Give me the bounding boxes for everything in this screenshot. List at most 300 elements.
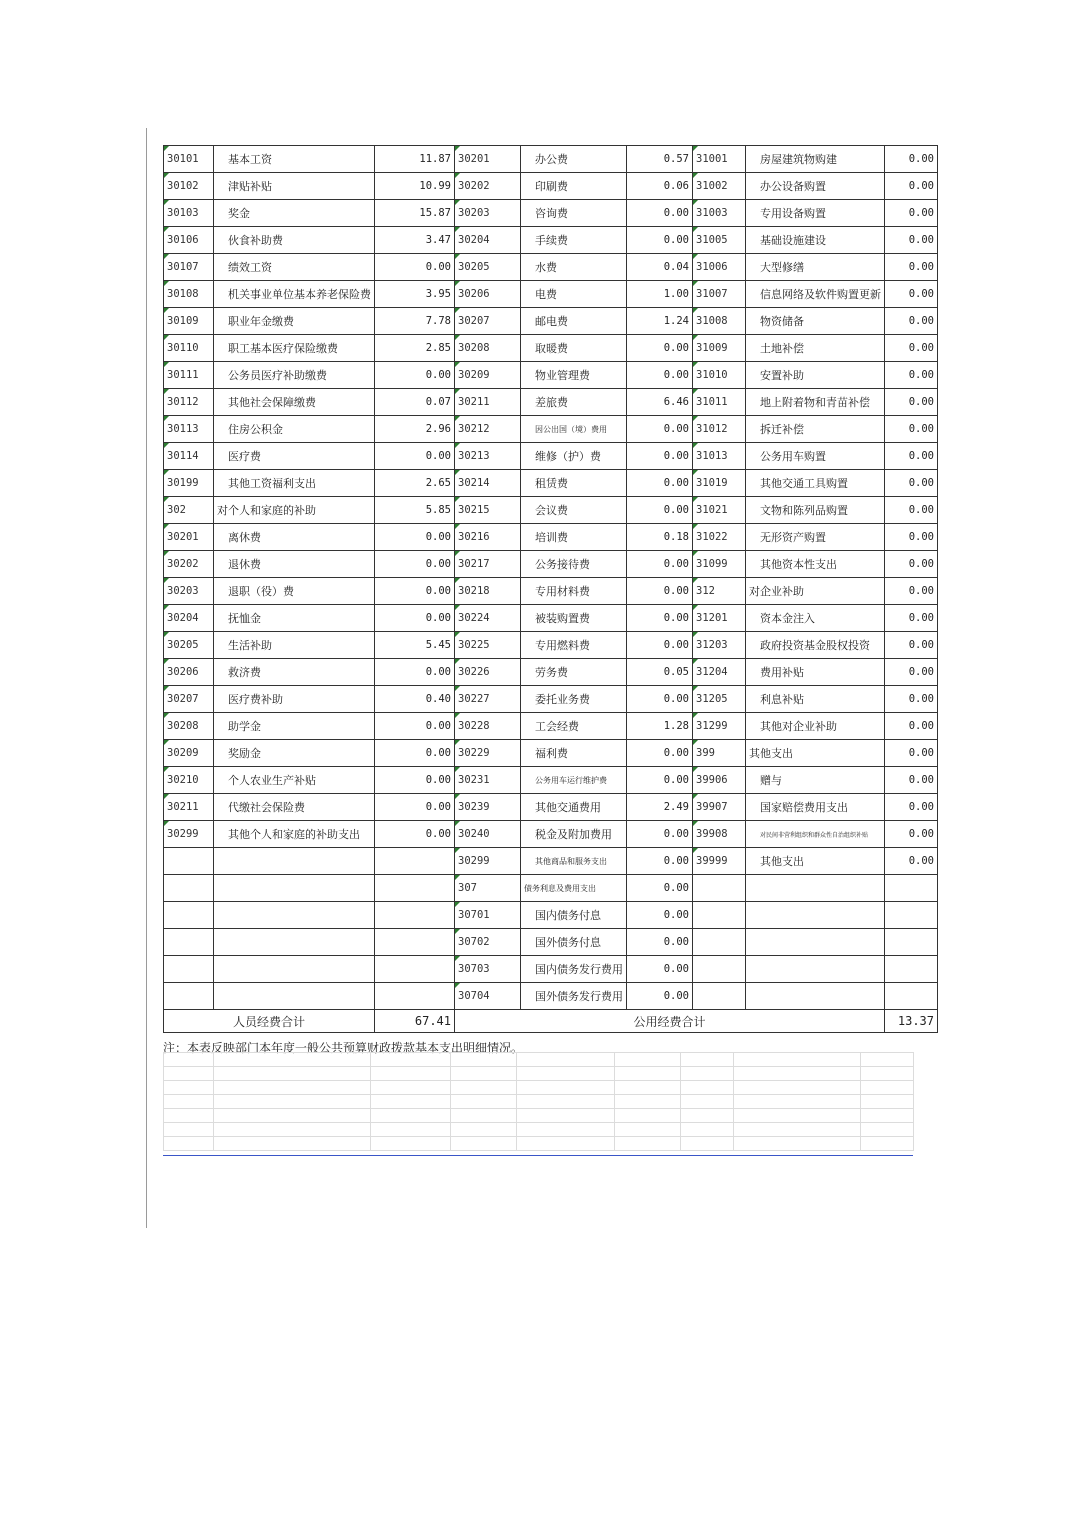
amount-cell: 0.00 bbox=[885, 524, 938, 551]
amount-cell bbox=[375, 956, 455, 983]
amount-cell: 7.78 bbox=[375, 308, 455, 335]
item-name-cell bbox=[746, 956, 885, 983]
amount-cell: 0.00 bbox=[627, 335, 693, 362]
empty-grid-cell bbox=[517, 1123, 615, 1137]
econ-code-cell: 30208 bbox=[164, 713, 214, 740]
amount-cell: 0.00 bbox=[885, 767, 938, 794]
table-row bbox=[164, 578, 938, 605]
item-name-cell bbox=[746, 983, 885, 1010]
item-name-cell: 代缴社会保险费 bbox=[214, 794, 375, 821]
econ-code-cell: 30226 bbox=[455, 659, 521, 686]
table-row bbox=[164, 173, 938, 200]
item-name-cell bbox=[214, 929, 375, 956]
item-name-cell: 其他交通费用 bbox=[521, 794, 627, 821]
page-margin-rule bbox=[146, 128, 147, 1228]
amount-cell: 0.00 bbox=[375, 740, 455, 767]
item-name-cell: 租赁费 bbox=[521, 470, 627, 497]
amount-cell: 11.87 bbox=[375, 146, 455, 173]
item-name-cell: 专用设备购置 bbox=[746, 200, 885, 227]
amount-cell bbox=[885, 983, 938, 1010]
item-name-cell: 被装购置费 bbox=[521, 605, 627, 632]
amount-cell: 0.00 bbox=[375, 659, 455, 686]
econ-code-cell: 30109 bbox=[164, 308, 214, 335]
econ-code-cell: 30217 bbox=[455, 551, 521, 578]
table-row bbox=[164, 713, 938, 740]
econ-code-cell: 39906 bbox=[693, 767, 746, 794]
item-name-cell: 专用材料费 bbox=[521, 578, 627, 605]
item-name-cell: 对民间非营利组织和群众性自治组织补贴 bbox=[746, 821, 885, 848]
amount-cell: 0.00 bbox=[885, 443, 938, 470]
table-row bbox=[164, 335, 938, 362]
item-name-cell bbox=[214, 875, 375, 902]
item-name-cell: 公务接待费 bbox=[521, 551, 627, 578]
amount-cell bbox=[375, 983, 455, 1010]
empty-grid-row bbox=[164, 1137, 914, 1151]
amount-cell: 0.00 bbox=[375, 794, 455, 821]
empty-grid-cell bbox=[214, 1067, 371, 1081]
item-name-cell: 大型修缮 bbox=[746, 254, 885, 281]
econ-code-cell: 30211 bbox=[455, 389, 521, 416]
econ-code-cell: 30209 bbox=[164, 740, 214, 767]
amount-cell: 2.96 bbox=[375, 416, 455, 443]
econ-code-cell: 30228 bbox=[455, 713, 521, 740]
item-name-cell: 其他社会保障缴费 bbox=[214, 389, 375, 416]
item-name-cell: 基础设施建设 bbox=[746, 227, 885, 254]
econ-code-cell: 31204 bbox=[693, 659, 746, 686]
econ-code-cell: 30202 bbox=[164, 551, 214, 578]
item-name-cell: 津贴补贴 bbox=[214, 173, 375, 200]
empty-grid-cell bbox=[615, 1053, 681, 1067]
amount-cell: 0.00 bbox=[885, 308, 938, 335]
table-row bbox=[164, 983, 938, 1010]
econ-code-cell bbox=[164, 875, 214, 902]
item-name-cell: 物业管理费 bbox=[521, 362, 627, 389]
econ-code-cell: 31007 bbox=[693, 281, 746, 308]
item-name-cell bbox=[746, 929, 885, 956]
amount-cell: 0.00 bbox=[627, 443, 693, 470]
empty-grid-cell bbox=[734, 1081, 861, 1095]
empty-grid-cell bbox=[164, 1053, 214, 1067]
empty-grid-cell bbox=[451, 1137, 517, 1151]
item-name-cell: 生活补助 bbox=[214, 632, 375, 659]
table-note: 注：本表反映部门本年度一般公共预算财政拨款基本支出明细情况。 bbox=[163, 1041, 524, 1055]
amount-cell: 0.00 bbox=[885, 686, 938, 713]
empty-grid-cell bbox=[615, 1109, 681, 1123]
econ-code-cell: 30207 bbox=[164, 686, 214, 713]
item-name-cell: 咨询费 bbox=[521, 200, 627, 227]
amount-cell: 0.00 bbox=[627, 902, 693, 929]
amount-cell: 3.47 bbox=[375, 227, 455, 254]
amount-cell: 0.00 bbox=[885, 389, 938, 416]
amount-cell: 5.85 bbox=[375, 497, 455, 524]
item-name-cell: 其他支出 bbox=[746, 740, 885, 767]
item-name-cell: 专用燃料费 bbox=[521, 632, 627, 659]
table-row bbox=[164, 659, 938, 686]
table-row bbox=[164, 740, 938, 767]
item-name-cell: 基本工资 bbox=[214, 146, 375, 173]
amount-cell: 0.00 bbox=[627, 605, 693, 632]
item-name-cell: 水费 bbox=[521, 254, 627, 281]
table-row bbox=[164, 821, 938, 848]
empty-grid-cell bbox=[615, 1095, 681, 1109]
empty-grid-cell bbox=[214, 1109, 371, 1123]
item-name-cell: 福利费 bbox=[521, 740, 627, 767]
item-name-cell: 个人农业生产补贴 bbox=[214, 767, 375, 794]
empty-grid-cell bbox=[371, 1137, 451, 1151]
econ-code-cell: 30102 bbox=[164, 173, 214, 200]
table-row bbox=[164, 902, 938, 929]
item-name-cell bbox=[214, 902, 375, 929]
econ-code-cell: 30212 bbox=[455, 416, 521, 443]
empty-grid-cell bbox=[861, 1053, 914, 1067]
empty-grid-cell bbox=[861, 1123, 914, 1137]
item-name-cell: 国内债务发行费用 bbox=[521, 956, 627, 983]
item-name-cell: 土地补偿 bbox=[746, 335, 885, 362]
item-name-cell: 对个人和家庭的补助 bbox=[214, 497, 375, 524]
econ-code-cell: 30224 bbox=[455, 605, 521, 632]
item-name-cell bbox=[746, 902, 885, 929]
econ-code-cell: 39908 bbox=[693, 821, 746, 848]
amount-cell: 1.24 bbox=[627, 308, 693, 335]
empty-grid-cell bbox=[214, 1081, 371, 1095]
empty-grid-cell bbox=[517, 1137, 615, 1151]
amount-cell: 0.00 bbox=[627, 983, 693, 1010]
empty-grid-cell bbox=[451, 1123, 517, 1137]
amount-cell: 0.00 bbox=[627, 632, 693, 659]
item-name-cell: 委托业务费 bbox=[521, 686, 627, 713]
empty-grid-cell bbox=[371, 1109, 451, 1123]
econ-code-cell: 30106 bbox=[164, 227, 214, 254]
table-row bbox=[164, 551, 938, 578]
item-name-cell: 因公出国（境）费用 bbox=[521, 416, 627, 443]
empty-grid-cell bbox=[734, 1053, 861, 1067]
econ-code-cell: 31299 bbox=[693, 713, 746, 740]
table-row bbox=[164, 632, 938, 659]
amount-cell: 0.06 bbox=[627, 173, 693, 200]
empty-grid-cell bbox=[517, 1095, 615, 1109]
econ-code-cell: 30202 bbox=[455, 173, 521, 200]
amount-cell: 0.00 bbox=[375, 362, 455, 389]
item-name-cell: 公务用车购置 bbox=[746, 443, 885, 470]
empty-grid-cell bbox=[371, 1067, 451, 1081]
table-row bbox=[164, 848, 938, 875]
amount-cell: 0.00 bbox=[885, 740, 938, 767]
empty-grid-cell bbox=[861, 1095, 914, 1109]
empty-grid-row bbox=[164, 1123, 914, 1137]
econ-code-cell: 30203 bbox=[164, 578, 214, 605]
item-name-cell: 机关事业单位基本养老保险费 bbox=[214, 281, 375, 308]
econ-code-cell: 30299 bbox=[455, 848, 521, 875]
amount-cell: 0.00 bbox=[627, 956, 693, 983]
table-row bbox=[164, 308, 938, 335]
item-name-cell: 拆迁补偿 bbox=[746, 416, 885, 443]
item-name-cell: 助学金 bbox=[214, 713, 375, 740]
item-name-cell: 其他支出 bbox=[746, 848, 885, 875]
table-row bbox=[164, 416, 938, 443]
amount-cell: 0.00 bbox=[885, 578, 938, 605]
table-row bbox=[164, 254, 938, 281]
item-name-cell: 培训费 bbox=[521, 524, 627, 551]
econ-code-cell: 31001 bbox=[693, 146, 746, 173]
amount-cell: 0.00 bbox=[885, 551, 938, 578]
item-name-cell: 办公费 bbox=[521, 146, 627, 173]
empty-grid-cell bbox=[517, 1081, 615, 1095]
amount-cell: 0.00 bbox=[627, 362, 693, 389]
amount-cell bbox=[375, 875, 455, 902]
amount-cell: 0.05 bbox=[627, 659, 693, 686]
empty-grid-cell bbox=[681, 1053, 734, 1067]
amount-cell: 6.46 bbox=[627, 389, 693, 416]
amount-cell: 0.00 bbox=[885, 713, 938, 740]
item-name-cell: 国家赔偿费用支出 bbox=[746, 794, 885, 821]
empty-grid-cell bbox=[214, 1053, 371, 1067]
amount-cell: 0.00 bbox=[627, 929, 693, 956]
amount-cell: 0.00 bbox=[885, 173, 938, 200]
amount-cell: 0.00 bbox=[885, 794, 938, 821]
table-body bbox=[164, 146, 938, 1010]
amount-cell: 0.00 bbox=[885, 470, 938, 497]
econ-code-cell bbox=[164, 956, 214, 983]
empty-grid-cell bbox=[681, 1109, 734, 1123]
amount-cell: 0.00 bbox=[885, 146, 938, 173]
econ-code-cell bbox=[693, 875, 746, 902]
amount-cell bbox=[375, 848, 455, 875]
item-name-cell: 职业年金缴费 bbox=[214, 308, 375, 335]
econ-code-cell: 31205 bbox=[693, 686, 746, 713]
amount-cell: 0.00 bbox=[375, 713, 455, 740]
amount-cell: 0.00 bbox=[627, 416, 693, 443]
item-name-cell: 维修（护）费 bbox=[521, 443, 627, 470]
empty-grid-row bbox=[164, 1109, 914, 1123]
table-row bbox=[164, 929, 938, 956]
item-name-cell: 国外债务付息 bbox=[521, 929, 627, 956]
amount-cell: 0.00 bbox=[375, 578, 455, 605]
econ-code-cell: 30201 bbox=[164, 524, 214, 551]
amount-cell: 0.00 bbox=[885, 227, 938, 254]
item-name-cell: 其他交通工具购置 bbox=[746, 470, 885, 497]
item-name-cell: 地上附着物和青苗补偿 bbox=[746, 389, 885, 416]
amount-cell: 0.00 bbox=[627, 848, 693, 875]
econ-code-cell: 30701 bbox=[455, 902, 521, 929]
econ-code-cell: 30205 bbox=[455, 254, 521, 281]
item-name-cell: 无形资产购置 bbox=[746, 524, 885, 551]
table-row bbox=[164, 227, 938, 254]
amount-cell: 0.00 bbox=[885, 632, 938, 659]
empty-grid-cell bbox=[861, 1067, 914, 1081]
econ-code-cell: 39999 bbox=[693, 848, 746, 875]
empty-grid-cell bbox=[861, 1081, 914, 1095]
amount-cell: 1.28 bbox=[627, 713, 693, 740]
empty-grid-cell bbox=[615, 1081, 681, 1095]
item-name-cell: 国内债务付息 bbox=[521, 902, 627, 929]
table-row bbox=[164, 794, 938, 821]
amount-cell: 0.00 bbox=[627, 200, 693, 227]
econ-code-cell: 30211 bbox=[164, 794, 214, 821]
econ-code-cell bbox=[164, 929, 214, 956]
public-total-label: 公用经费合计 bbox=[455, 1010, 885, 1033]
empty-grid-cell bbox=[615, 1137, 681, 1151]
econ-code-cell: 30299 bbox=[164, 821, 214, 848]
empty-grid-cell bbox=[164, 1137, 214, 1151]
amount-cell: 0.00 bbox=[375, 551, 455, 578]
item-name-cell: 其他对企业补助 bbox=[746, 713, 885, 740]
econ-code-cell: 399 bbox=[693, 740, 746, 767]
item-name-cell: 工会经费 bbox=[521, 713, 627, 740]
amount-cell bbox=[885, 929, 938, 956]
amount-cell: 0.00 bbox=[885, 200, 938, 227]
econ-code-cell: 31010 bbox=[693, 362, 746, 389]
amount-cell: 0.00 bbox=[627, 470, 693, 497]
empty-grid-cell bbox=[615, 1123, 681, 1137]
econ-code-cell: 30101 bbox=[164, 146, 214, 173]
empty-grid-cell bbox=[734, 1137, 861, 1151]
item-name-cell: 公务员医疗补助缴费 bbox=[214, 362, 375, 389]
empty-grid-row bbox=[164, 1053, 914, 1067]
amount-cell: 0.00 bbox=[375, 605, 455, 632]
econ-code-cell: 31019 bbox=[693, 470, 746, 497]
public-total-value: 13.37 bbox=[885, 1010, 938, 1033]
amount-cell: 1.00 bbox=[627, 281, 693, 308]
item-name-cell: 会议费 bbox=[521, 497, 627, 524]
amount-cell: 2.49 bbox=[627, 794, 693, 821]
econ-code-cell: 31011 bbox=[693, 389, 746, 416]
item-name-cell: 绩效工资 bbox=[214, 254, 375, 281]
item-name-cell: 公务用车运行维护费 bbox=[521, 767, 627, 794]
empty-grid-cell bbox=[517, 1109, 615, 1123]
econ-code-cell: 30231 bbox=[455, 767, 521, 794]
item-name-cell: 办公设备购置 bbox=[746, 173, 885, 200]
item-name-cell: 手续费 bbox=[521, 227, 627, 254]
econ-code-cell: 31099 bbox=[693, 551, 746, 578]
econ-code-cell: 30213 bbox=[455, 443, 521, 470]
item-name-cell: 费用补贴 bbox=[746, 659, 885, 686]
econ-code-cell: 30111 bbox=[164, 362, 214, 389]
amount-cell: 2.65 bbox=[375, 470, 455, 497]
item-name-cell: 印刷费 bbox=[521, 173, 627, 200]
econ-code-cell: 39907 bbox=[693, 794, 746, 821]
item-name-cell: 赠与 bbox=[746, 767, 885, 794]
table-row bbox=[164, 389, 938, 416]
item-name-cell: 安置补助 bbox=[746, 362, 885, 389]
item-name-cell: 奖金 bbox=[214, 200, 375, 227]
empty-grid-cell bbox=[371, 1123, 451, 1137]
econ-code-cell: 31005 bbox=[693, 227, 746, 254]
econ-code-cell bbox=[164, 902, 214, 929]
econ-code-cell: 30114 bbox=[164, 443, 214, 470]
econ-code-cell: 30199 bbox=[164, 470, 214, 497]
table-row bbox=[164, 443, 938, 470]
empty-sheet-grid bbox=[163, 1052, 914, 1151]
item-name-cell: 房屋建筑物购建 bbox=[746, 146, 885, 173]
empty-grid-cell bbox=[861, 1109, 914, 1123]
amount-cell: 0.00 bbox=[885, 659, 938, 686]
item-name-cell: 取暖费 bbox=[521, 335, 627, 362]
empty-grid-cell bbox=[734, 1095, 861, 1109]
amount-cell: 0.00 bbox=[627, 767, 693, 794]
amount-cell: 0.00 bbox=[885, 416, 938, 443]
econ-code-cell: 30216 bbox=[455, 524, 521, 551]
table-row bbox=[164, 875, 938, 902]
econ-code-cell: 31021 bbox=[693, 497, 746, 524]
amount-cell: 0.00 bbox=[885, 605, 938, 632]
econ-code-cell: 30204 bbox=[455, 227, 521, 254]
item-name-cell bbox=[746, 875, 885, 902]
empty-grid-cell bbox=[214, 1123, 371, 1137]
amount-cell: 0.57 bbox=[627, 146, 693, 173]
econ-code-cell: 31201 bbox=[693, 605, 746, 632]
table-row bbox=[164, 362, 938, 389]
amount-cell: 0.00 bbox=[627, 821, 693, 848]
econ-code-cell: 30702 bbox=[455, 929, 521, 956]
item-name-cell bbox=[214, 983, 375, 1010]
item-name-cell: 信息网络及软件购置更新 bbox=[746, 281, 885, 308]
empty-grid-cell bbox=[681, 1137, 734, 1151]
item-name-cell: 债务利息及费用支出 bbox=[521, 875, 627, 902]
empty-grid-cell bbox=[164, 1081, 214, 1095]
empty-grid-row bbox=[164, 1081, 914, 1095]
item-name-cell: 医疗费 bbox=[214, 443, 375, 470]
item-name-cell bbox=[214, 848, 375, 875]
empty-grid-cell bbox=[517, 1053, 615, 1067]
econ-code-cell: 30103 bbox=[164, 200, 214, 227]
table-row bbox=[164, 146, 938, 173]
econ-code-cell: 31006 bbox=[693, 254, 746, 281]
econ-code-cell: 30206 bbox=[455, 281, 521, 308]
amount-cell: 0.00 bbox=[375, 821, 455, 848]
econ-code-cell bbox=[693, 902, 746, 929]
econ-code-cell: 30201 bbox=[455, 146, 521, 173]
amount-cell bbox=[885, 902, 938, 929]
personnel-total-value: 67.41 bbox=[375, 1010, 455, 1033]
table-row bbox=[164, 524, 938, 551]
empty-grid-cell bbox=[371, 1095, 451, 1109]
econ-code-cell: 30215 bbox=[455, 497, 521, 524]
amount-cell: 0.00 bbox=[885, 281, 938, 308]
econ-code-cell bbox=[164, 983, 214, 1010]
amount-cell bbox=[375, 929, 455, 956]
item-name-cell: 伙食补助费 bbox=[214, 227, 375, 254]
item-name-cell: 退职（役）费 bbox=[214, 578, 375, 605]
amount-cell: 0.00 bbox=[627, 686, 693, 713]
item-name-cell: 其他工资福利支出 bbox=[214, 470, 375, 497]
empty-grid-cell bbox=[734, 1123, 861, 1137]
empty-grid-cell bbox=[164, 1067, 214, 1081]
item-name-cell: 奖励金 bbox=[214, 740, 375, 767]
item-name-cell: 住房公积金 bbox=[214, 416, 375, 443]
item-name-cell: 其他商品和服务支出 bbox=[521, 848, 627, 875]
amount-cell: 0.04 bbox=[627, 254, 693, 281]
empty-grid-cell bbox=[681, 1123, 734, 1137]
econ-code-cell: 31203 bbox=[693, 632, 746, 659]
empty-grid-cell bbox=[451, 1053, 517, 1067]
econ-code-cell: 30208 bbox=[455, 335, 521, 362]
amount-cell: 0.00 bbox=[375, 767, 455, 794]
item-name-cell: 电费 bbox=[521, 281, 627, 308]
amount-cell: 2.85 bbox=[375, 335, 455, 362]
item-name-cell: 离休费 bbox=[214, 524, 375, 551]
empty-grid-cell bbox=[371, 1081, 451, 1095]
econ-code-cell: 307 bbox=[455, 875, 521, 902]
empty-grid-cell bbox=[615, 1067, 681, 1081]
econ-code-cell: 30108 bbox=[164, 281, 214, 308]
econ-code-cell: 30112 bbox=[164, 389, 214, 416]
empty-grid-cell bbox=[214, 1095, 371, 1109]
item-name-cell: 职工基本医疗保险缴费 bbox=[214, 335, 375, 362]
empty-grid-cell bbox=[861, 1137, 914, 1151]
amount-cell: 10.99 bbox=[375, 173, 455, 200]
econ-code-cell: 30204 bbox=[164, 605, 214, 632]
econ-code-cell: 30207 bbox=[455, 308, 521, 335]
